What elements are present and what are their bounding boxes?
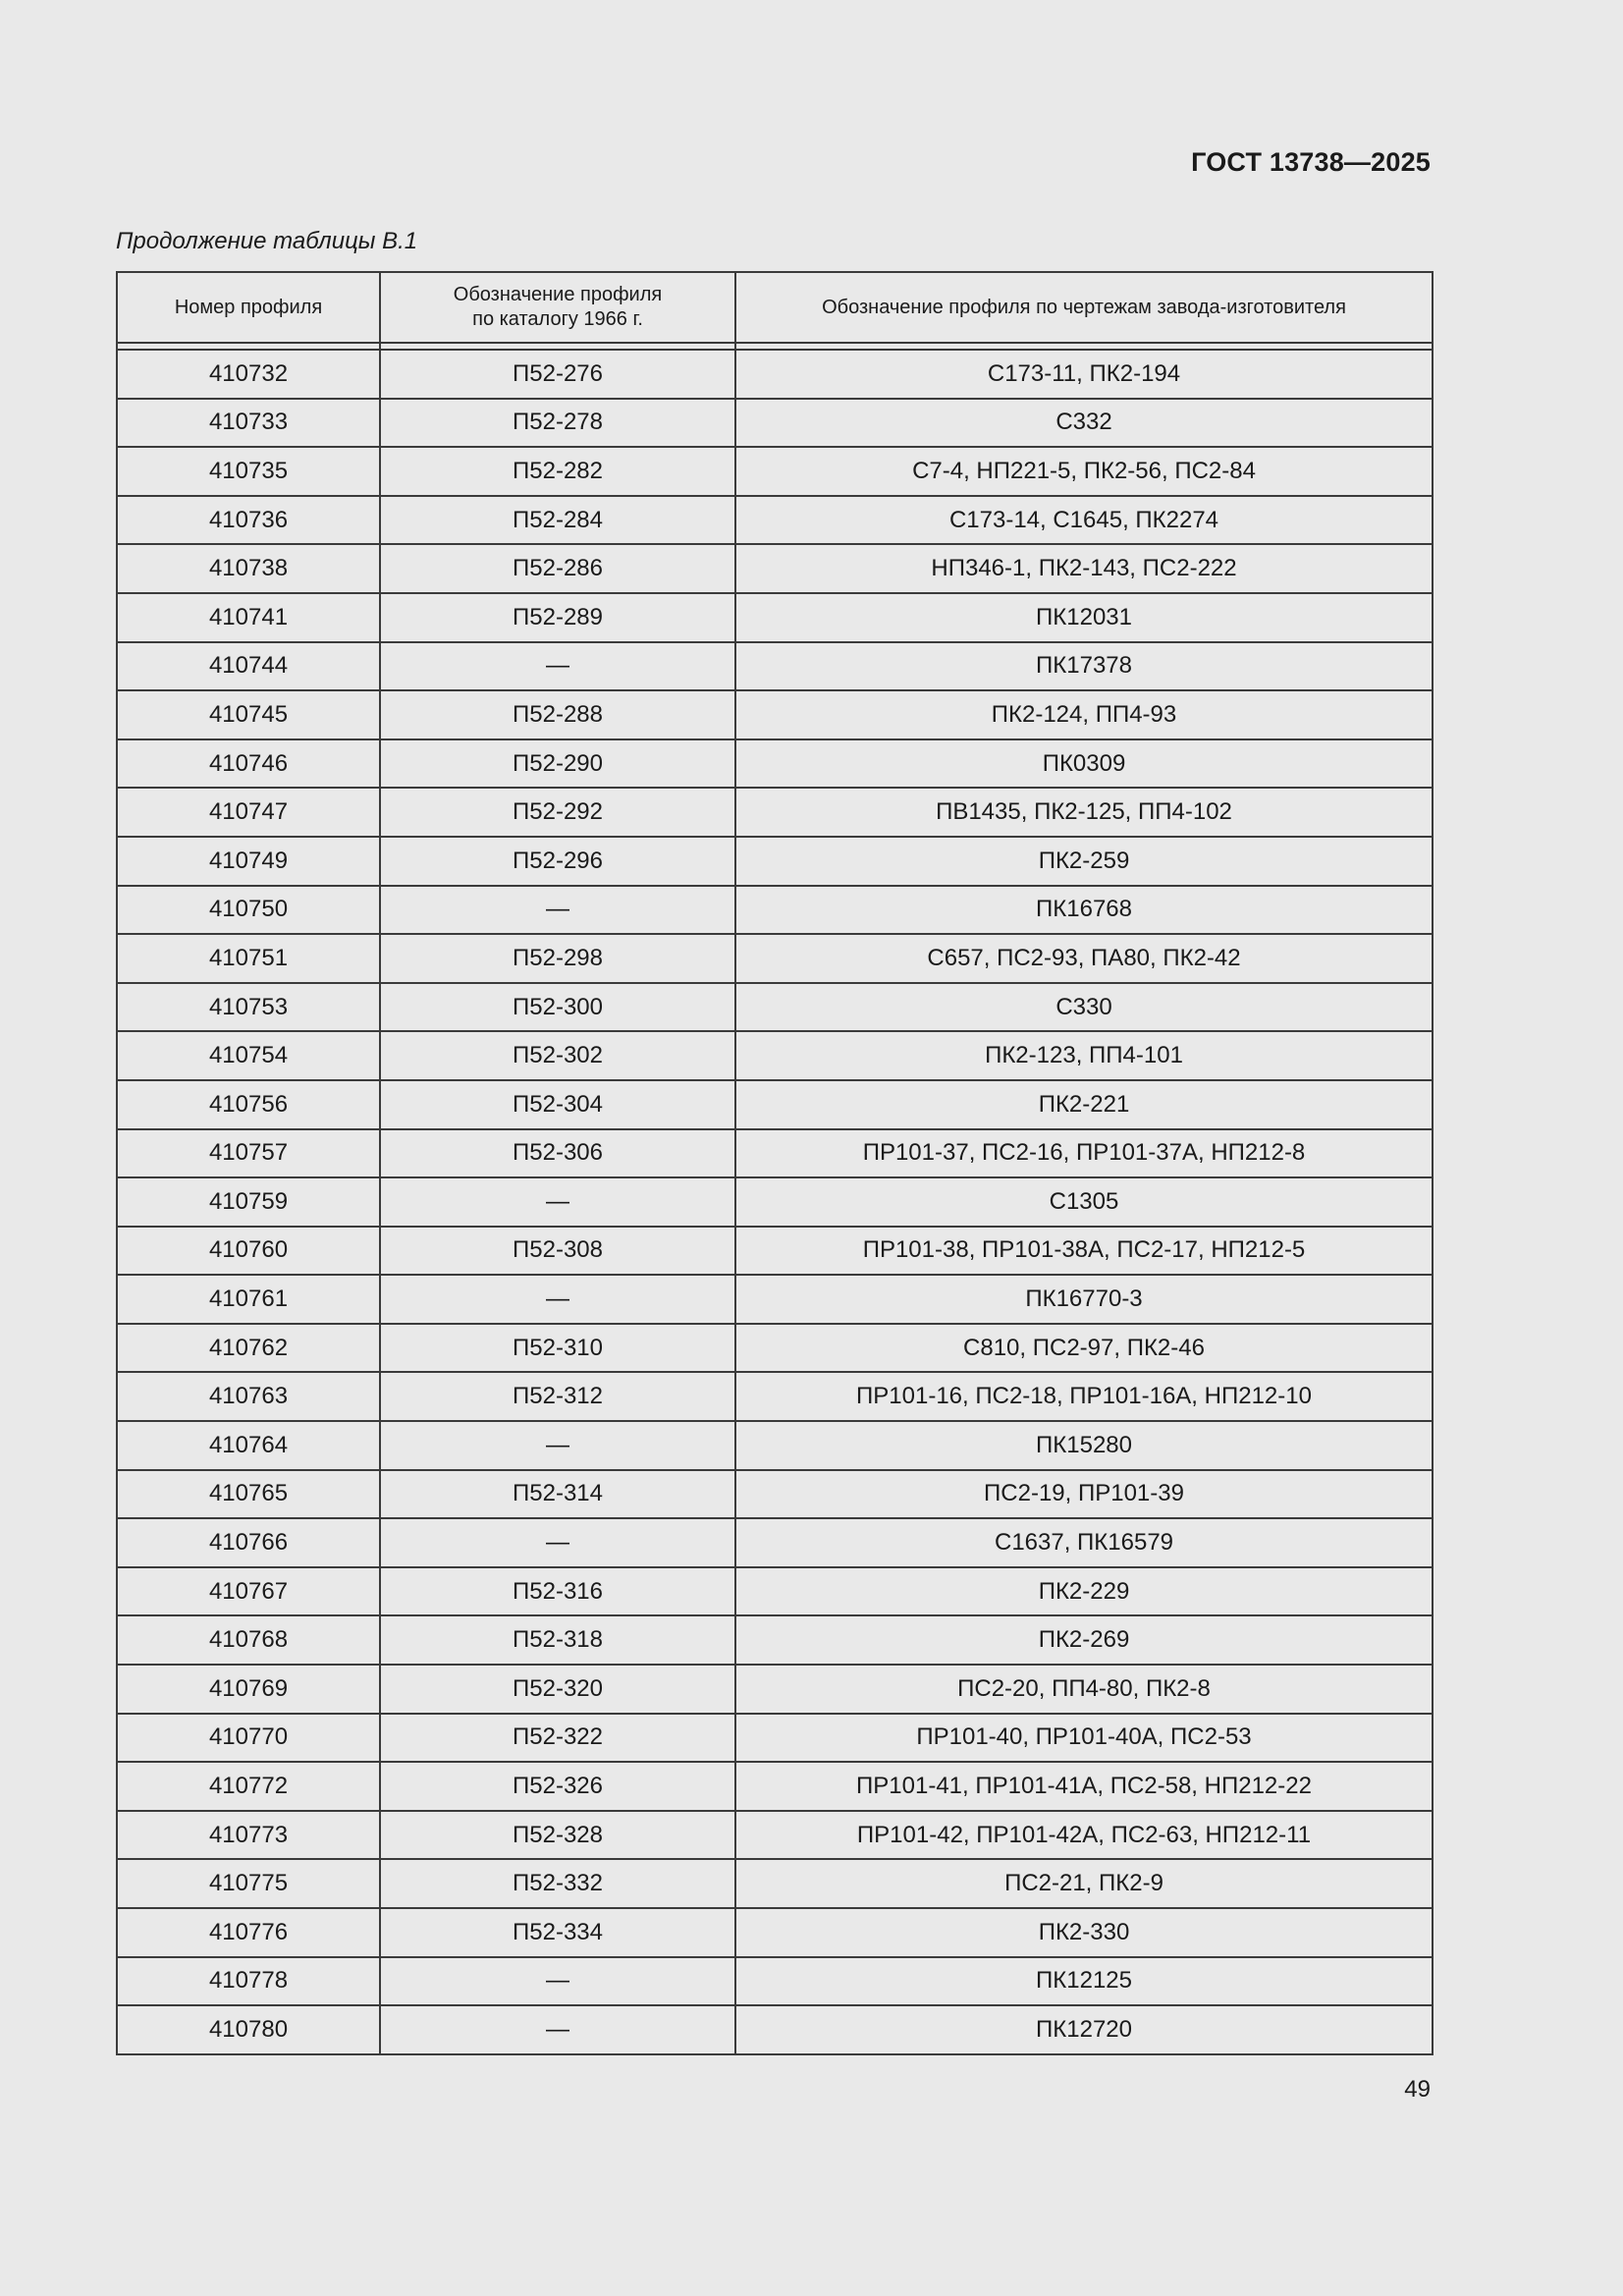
cell-factory-designation: ПК2-124, ПП4-93 bbox=[735, 690, 1433, 739]
cell-factory-designation: ПК12720 bbox=[735, 2005, 1433, 2054]
cell-profile-number: 410757 bbox=[117, 1129, 380, 1178]
table-row bbox=[117, 837, 1433, 886]
cell-factory-designation: С7-4, НП221-5, ПК2-56, ПС2-84 bbox=[735, 447, 1433, 496]
cell-catalog-designation: П52-298 bbox=[380, 934, 735, 983]
cell-catalog-designation: П52-290 bbox=[380, 739, 735, 789]
cell-factory-designation: ПК12125 bbox=[735, 1957, 1433, 2006]
cell-factory-designation: ПК2-269 bbox=[735, 1615, 1433, 1665]
cell-profile-number: 410751 bbox=[117, 934, 380, 983]
cell-profile-number: 410749 bbox=[117, 837, 380, 886]
cell-catalog-designation: П52-302 bbox=[380, 1031, 735, 1080]
cell-catalog-designation: П52-308 bbox=[380, 1227, 735, 1276]
cell-catalog-designation: П52-334 bbox=[380, 1908, 735, 1957]
cell-factory-designation: С657, ПС2-93, ПА80, ПК2-42 bbox=[735, 934, 1433, 983]
cell-factory-designation: ПР101-41, ПР101-41А, ПС2-58, НП212-22 bbox=[735, 1762, 1433, 1811]
cell-profile-number: 410770 bbox=[117, 1714, 380, 1763]
cell-profile-number: 410754 bbox=[117, 1031, 380, 1080]
cell-catalog-designation: — bbox=[380, 1518, 735, 1567]
table-row bbox=[117, 1421, 1433, 1470]
cell-factory-designation: ПК0309 bbox=[735, 739, 1433, 789]
cell-catalog-designation: П52-282 bbox=[380, 447, 735, 496]
header-separator bbox=[117, 343, 1433, 350]
table-row bbox=[117, 1324, 1433, 1373]
table-row bbox=[117, 1567, 1433, 1616]
cell-profile-number: 410764 bbox=[117, 1421, 380, 1470]
cell-factory-designation: ПК17378 bbox=[735, 642, 1433, 691]
cell-profile-number: 410756 bbox=[117, 1080, 380, 1129]
cell-profile-number: 410735 bbox=[117, 447, 380, 496]
cell-profile-number: 410767 bbox=[117, 1567, 380, 1616]
table-row bbox=[117, 1031, 1433, 1080]
table-header-row bbox=[117, 272, 1433, 343]
column-header-factory-designation: Обозначение профиля по чертежам завода-изготовителя bbox=[735, 272, 1433, 343]
table-row bbox=[117, 886, 1433, 935]
cell-profile-number: 410733 bbox=[117, 399, 380, 448]
cell-factory-designation: ПС2-20, ПП4-80, ПК2-8 bbox=[735, 1665, 1433, 1714]
table-caption: Продолжение таблицы В.1 bbox=[116, 228, 418, 254]
cell-profile-number: 410759 bbox=[117, 1177, 380, 1227]
table-row bbox=[117, 1665, 1433, 1714]
cell-catalog-designation: П52-292 bbox=[380, 788, 735, 837]
table-row bbox=[117, 1177, 1433, 1227]
table-row bbox=[117, 496, 1433, 545]
column-header-profile-number: Номер профиля bbox=[117, 272, 380, 343]
cell-factory-designation: ПС2-19, ПР101-39 bbox=[735, 1470, 1433, 1519]
table-row bbox=[117, 788, 1433, 837]
cell-catalog-designation: П52-312 bbox=[380, 1372, 735, 1421]
cell-factory-designation: С1637, ПК16579 bbox=[735, 1518, 1433, 1567]
cell-factory-designation: ПК2-330 bbox=[735, 1908, 1433, 1957]
cell-factory-designation: ПС2-21, ПК2-9 bbox=[735, 1859, 1433, 1908]
table-row bbox=[117, 1518, 1433, 1567]
cell-profile-number: 410746 bbox=[117, 739, 380, 789]
document-code: ГОСТ 13738—2025 bbox=[1191, 147, 1431, 177]
column-header-catalog-designation bbox=[380, 272, 735, 343]
cell-profile-number: 410766 bbox=[117, 1518, 380, 1567]
cell-catalog-designation: П52-316 bbox=[380, 1567, 735, 1616]
cell-factory-designation: С173-11, ПК2-194 bbox=[735, 350, 1433, 399]
cell-catalog-designation: П52-304 bbox=[380, 1080, 735, 1129]
table-row bbox=[117, 1275, 1433, 1324]
cell-catalog-designation: — bbox=[380, 1421, 735, 1470]
table-row bbox=[117, 739, 1433, 789]
cell-factory-designation: С810, ПС2-97, ПК2-46 bbox=[735, 1324, 1433, 1373]
cell-profile-number: 410750 bbox=[117, 886, 380, 935]
cell-profile-number: 410741 bbox=[117, 593, 380, 642]
table-row bbox=[117, 1957, 1433, 2006]
table-row bbox=[117, 1080, 1433, 1129]
cell-profile-number: 410745 bbox=[117, 690, 380, 739]
cell-profile-number: 410762 bbox=[117, 1324, 380, 1373]
cell-factory-designation: ПР101-37, ПС2-16, ПР101-37А, НП212-8 bbox=[735, 1129, 1433, 1178]
cell-catalog-designation: — bbox=[380, 642, 735, 691]
cell-catalog-designation: П52-306 bbox=[380, 1129, 735, 1178]
cell-factory-designation: С330 bbox=[735, 983, 1433, 1032]
cell-factory-designation: ПК2-229 bbox=[735, 1567, 1433, 1616]
cell-factory-designation: ПР101-16, ПС2-18, ПР101-16А, НП212-10 bbox=[735, 1372, 1433, 1421]
cell-profile-number: 410738 bbox=[117, 544, 380, 593]
table-row bbox=[117, 1908, 1433, 1957]
cell-profile-number: 410732 bbox=[117, 350, 380, 399]
table-body bbox=[117, 350, 1433, 2054]
table-row bbox=[117, 1615, 1433, 1665]
cell-catalog-designation: П52-284 bbox=[380, 496, 735, 545]
cell-factory-designation: НП346-1, ПК2-143, ПС2-222 bbox=[735, 544, 1433, 593]
table-row bbox=[117, 1714, 1433, 1763]
cell-profile-number: 410778 bbox=[117, 1957, 380, 2006]
table-row bbox=[117, 642, 1433, 691]
cell-catalog-designation: П52-328 bbox=[380, 1811, 735, 1860]
page-number: 49 bbox=[1404, 2076, 1431, 2103]
cell-profile-number: 410773 bbox=[117, 1811, 380, 1860]
table-row bbox=[117, 544, 1433, 593]
cell-factory-designation: ПВ1435, ПК2-125, ПП4-102 bbox=[735, 788, 1433, 837]
cell-catalog-designation: — bbox=[380, 886, 735, 935]
cell-factory-designation: ПР101-42, ПР101-42А, ПС2-63, НП212-11 bbox=[735, 1811, 1433, 1860]
table-row bbox=[117, 690, 1433, 739]
cell-factory-designation: С332 bbox=[735, 399, 1433, 448]
cell-profile-number: 410775 bbox=[117, 1859, 380, 1908]
cell-catalog-designation: П52-296 bbox=[380, 837, 735, 886]
cell-catalog-designation: — bbox=[380, 1177, 735, 1227]
cell-profile-number: 410763 bbox=[117, 1372, 380, 1421]
cell-catalog-designation: П52-332 bbox=[380, 1859, 735, 1908]
cell-factory-designation: ПР101-40, ПР101-40А, ПС2-53 bbox=[735, 1714, 1433, 1763]
table-row bbox=[117, 593, 1433, 642]
cell-profile-number: 410736 bbox=[117, 496, 380, 545]
cell-factory-designation: С1305 bbox=[735, 1177, 1433, 1227]
cell-catalog-designation: П52-276 bbox=[380, 350, 735, 399]
cell-catalog-designation: П52-320 bbox=[380, 1665, 735, 1714]
cell-factory-designation: С173-14, С1645, ПК2274 bbox=[735, 496, 1433, 545]
cell-profile-number: 410753 bbox=[117, 983, 380, 1032]
table-row bbox=[117, 1372, 1433, 1421]
cell-factory-designation: ПР101-38, ПР101-38А, ПС2-17, НП212-5 bbox=[735, 1227, 1433, 1276]
cell-catalog-designation: П52-326 bbox=[380, 1762, 735, 1811]
table-row bbox=[117, 983, 1433, 1032]
table-row bbox=[117, 1762, 1433, 1811]
cell-catalog-designation: — bbox=[380, 2005, 735, 2054]
cell-profile-number: 410768 bbox=[117, 1615, 380, 1665]
table-row bbox=[117, 1227, 1433, 1276]
table-row bbox=[117, 1470, 1433, 1519]
cell-profile-number: 410772 bbox=[117, 1762, 380, 1811]
table-row bbox=[117, 350, 1433, 399]
cell-profile-number: 410780 bbox=[117, 2005, 380, 2054]
cell-catalog-designation: — bbox=[380, 1275, 735, 1324]
cell-factory-designation: ПК15280 bbox=[735, 1421, 1433, 1470]
cell-profile-number: 410761 bbox=[117, 1275, 380, 1324]
cell-profile-number: 410765 bbox=[117, 1470, 380, 1519]
cell-factory-designation: ПК2-221 bbox=[735, 1080, 1433, 1129]
cell-profile-number: 410760 bbox=[117, 1227, 380, 1276]
cell-factory-designation: ПК2-123, ПП4-101 bbox=[735, 1031, 1433, 1080]
table-row bbox=[117, 1859, 1433, 1908]
table-row bbox=[117, 1129, 1433, 1178]
table-row bbox=[117, 2005, 1433, 2054]
cell-profile-number: 410747 bbox=[117, 788, 380, 837]
cell-factory-designation: ПК16768 bbox=[735, 886, 1433, 935]
cell-catalog-designation: П52-286 bbox=[380, 544, 735, 593]
cell-factory-designation: ПК2-259 bbox=[735, 837, 1433, 886]
profile-table bbox=[116, 271, 1432, 2055]
cell-catalog-designation: П52-314 bbox=[380, 1470, 735, 1519]
cell-catalog-designation: — bbox=[380, 1957, 735, 2006]
column-header-line: Обозначение профиля bbox=[453, 284, 663, 305]
table-row bbox=[117, 1811, 1433, 1860]
cell-catalog-designation: П52-322 bbox=[380, 1714, 735, 1763]
cell-profile-number: 410744 bbox=[117, 642, 380, 691]
column-header-line: по каталогу 1966 г. bbox=[472, 308, 643, 330]
cell-catalog-designation: П52-278 bbox=[380, 399, 735, 448]
cell-factory-designation: ПК12031 bbox=[735, 593, 1433, 642]
cell-profile-number: 410776 bbox=[117, 1908, 380, 1957]
cell-catalog-designation: П52-288 bbox=[380, 690, 735, 739]
table-row bbox=[117, 447, 1433, 496]
cell-catalog-designation: П52-310 bbox=[380, 1324, 735, 1373]
table-row bbox=[117, 934, 1433, 983]
cell-catalog-designation: П52-300 bbox=[380, 983, 735, 1032]
cell-factory-designation: ПК16770-3 bbox=[735, 1275, 1433, 1324]
cell-catalog-designation: П52-289 bbox=[380, 593, 735, 642]
cell-profile-number: 410769 bbox=[117, 1665, 380, 1714]
cell-catalog-designation: П52-318 bbox=[380, 1615, 735, 1665]
table-row bbox=[117, 399, 1433, 448]
